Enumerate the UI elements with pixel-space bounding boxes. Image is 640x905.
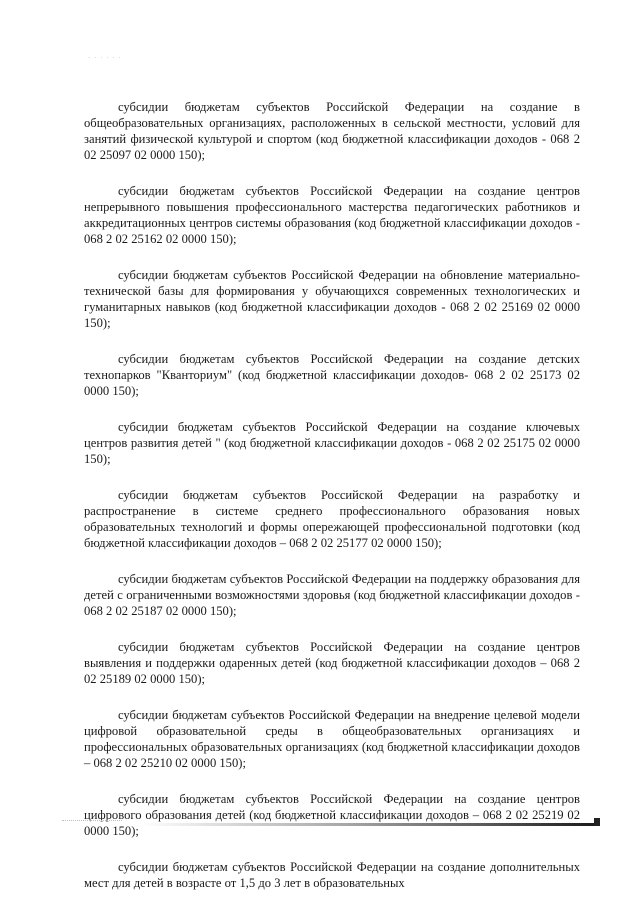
paragraph-subsidy-additional-places: субсидии бюджетам субъектов Российской Федерации на создание дополнительных мест для детей в возрасте от 1,5 до 3 лет в образовательных (84, 860, 580, 890)
scan-header-residue: · · · · · · (88, 54, 122, 62)
scan-specks (62, 820, 122, 827)
paragraph-subsidy-digital-education: субсидии бюджетам субъектов Российской Федерации на создание центров цифрового образования детей (код бюджетной классификации доходов – 068 2 02 25219 02 0000 150); (84, 792, 580, 838)
paragraph-subsidy-sport: субсидии бюджетам субъектов Российской Федерации на создание в общеобразовательных организациях, расположенных в сельской местности, условий для занятий физической культурой и спортом (код бюджетной классификации доходов - 068 2 02 25097 02 0000 150); (84, 100, 580, 162)
paragraph-subsidy-material-base: субсидии бюджетам субъектов Российской Федерации на обновление материально-технической базы для формирования у обучающихся современных технологических и гуманитарных навыков (код бюджетной классификации доходов - 068 2 02 25169 02 0000 150); (84, 268, 580, 330)
paragraph-subsidy-kvantorium: субсидии бюджетам субъектов Российской Федерации на создание детских технопарков "Кванториум" (код бюджетной классификации доходов- 068 2 02 25173 02 0000 150); (84, 352, 580, 398)
paragraph-subsidy-key-centers: субсидии бюджетам субъектов Российской Федерации на создание ключевых центров развития детей " (код бюджетной классификации доходов - 068 2 02 25175 02 0000 150); (84, 420, 580, 466)
paragraph-subsidy-vocational-tech: субсидии бюджетам субъектов Российской Федерации на разработку и распространение в системе среднего профессионального образования новых образовательных технологий и формы опережающей профессиональной подготовки (код бюджетной классификации доходов – 068 2 02 25177 02 0000 150); (84, 488, 580, 550)
document-body (84, 99, 580, 891)
scan-page-edge (594, 818, 600, 826)
paragraph-subsidy-disabilities: субсидии бюджетам субъектов Российской Федерации на поддержку образования для детей с ограниченными возможностями здоровья (код бюджетной классификации доходов - 068 2 02 25187 02 0000 150); (84, 572, 580, 618)
paragraph-subsidy-teacher-centers: субсидии бюджетам субъектов Российской Федерации на создание центров непрерывного повышения профессионального мастерства педагогических работников и аккредитационных центров системы образования (код бюджетной классификации доходов - 068 2 02 25162 02 0000 150); (84, 184, 580, 246)
scan-bottom-shadow (140, 823, 600, 826)
paragraph-subsidy-gifted-children: субсидии бюджетам субъектов Российской Федерации на создание центров выявления и поддержки одаренных детей (код бюджетной классификации доходов – 068 2 02 25189 02 0000 150); (84, 640, 580, 686)
paragraph-subsidy-digital-environment: субсидии бюджетам субъектов Российской Федерации на внедрение целевой модели цифровой образовательной среды в общеобразовательных организациях и профессиональных образовательных организациях (код бюджетной классификации доходов – 068 2 02 25210 02 0000 150); (84, 708, 580, 770)
